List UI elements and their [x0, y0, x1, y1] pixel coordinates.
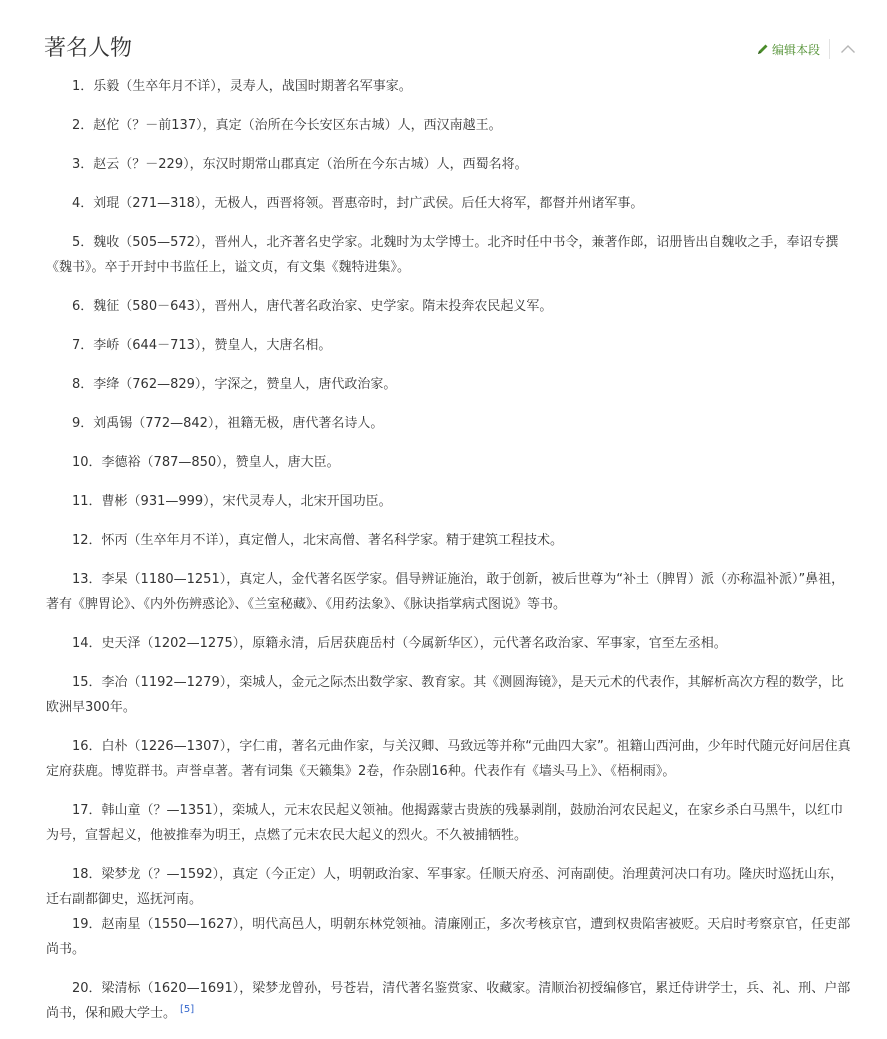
edit-section-button[interactable] — [757, 41, 820, 58]
edit-section-label: 编辑本段 — [771, 42, 820, 57]
section-tools — [757, 38, 856, 60]
person-entry-19: 19．赵南星（1550—1627），明代高邑人，明朝东林党领袖。清廉刚正，多次考核京官，遭到权贵陷害被贬。天启时考察京官，任吏部尚书。 — [46, 917, 851, 957]
person-entry-1: 1．乐毅（生卒年月不详），灵寿人，战国时期著名军事家。 — [72, 79, 412, 94]
tool-divider — [829, 39, 830, 59]
person-entry-15: 15．李冶（1192—1279），栾城人，金元之际杰出数学家、教育家。其《测圆海镜》，是天元术的代表作，其解析高次方程的数学，比欧洲早300年。 — [46, 675, 844, 715]
section-title: 著名人物 — [44, 36, 133, 61]
section-header — [44, 34, 856, 64]
person-entry-20-text: 20．梁清标（1620—1691），梁梦龙曾孙，号苍岩，清代著名鉴赏家、收藏家。清顺治初授编修官，累迁侍讲学士，兵、礼、刑、户部尚书，保和殿大学士。 — [46, 981, 851, 1021]
person-entry-4: 4．刘琨（271—318），无极人，西晋将领。晋惠帝时，封广武侯。后任大将军，都督并州诸军事。 — [72, 196, 644, 211]
person-entry-8: 8．李绛（762—829），字深之，赞皇人，唐代政治家。 — [72, 377, 397, 392]
person-entry-20 — [46, 976, 854, 1026]
person-entry-14: 14．史天泽（1202—1275），原籍永清，后居获鹿岳村（今属新华区），元代著名政治家、军事家，官至左丞相。 — [72, 636, 727, 651]
person-entry-12: 12．怀丙（生卒年月不详），真定僧人，北宋高僧、著名科学家。精于建筑工程技术。 — [72, 533, 564, 548]
person-entry-10: 10．李德裕（787—850），赞皇人，唐大臣。 — [72, 455, 340, 470]
person-entry-17: 17．韩山童（？—1351），栾城人，元末农民起义领袖。他揭露蒙古贵族的残暴剥削，鼓励治河农民起义，在家乡杀白马黑牛，以红巾为号，宣誓起义，他被推奉为明王，点燃了元末农民大起义的烈火。不久被捕牺牲。 — [46, 803, 844, 843]
person-entry-13: 13．李杲（1180—1251），真定人，金代著名医学家。倡导辨证施治，敢于创新，被后世尊为“补土（脾胃）派（亦称温补派）”鼻祖，著有《脾胃论》、《内外伤辨惑论》、《兰室秘藏》、《用药法象》、《脉诀指掌病式图说》等书。 — [46, 572, 845, 612]
person-entry-2: 2．赵佗（？－前137），真定（治所在今长安区东古城）人，西汉南越王。 — [72, 118, 502, 133]
person-entry-18: 18．梁梦龙（？—1592），真定（今正定）人，明朝政治家、军事家。任顺天府丞、河南副使。治理黄河决口有功。隆庆时巡抚山东，迁右副都御史，巡抚河南。 — [46, 867, 844, 907]
person-entry-7: 7．李峤（644－713），赞皇人，大唐名相。 — [72, 338, 332, 353]
person-entry-5: 5．魏收（505—572），晋州人，北齐著名史学家。北魏时为太学博士。北齐时任中书令，兼著作郎，诏册皆出自魏收之手，奉诏专撰《魏书》。卒于开封中书监任上，谥文贞，有文集《魏特进集》。 — [46, 235, 839, 275]
person-entry-6: 6．魏征（580－643），晋州人，唐代著名政治家、史学家。隋末投奔农民起义军。 — [72, 299, 553, 314]
section-content — [46, 74, 854, 1026]
pencil-icon — [757, 43, 769, 55]
person-entry-11: 11．曹彬（931—999），宋代灵寿人，北宋开国功臣。 — [72, 494, 392, 509]
chevron-up-icon[interactable] — [840, 44, 856, 54]
reference-link[interactable]: [5] — [180, 1003, 195, 1015]
person-entry-3: 3．赵云（？－229），东汉时期常山郡真定（治所在今东古城）人，西蜀名将。 — [72, 157, 528, 172]
person-entry-16: 16．白朴（1226—1307），字仁甫，著名元曲作家，与关汉卿、马致远等并称“元曲四大家”。祖籍山西河曲，少年时代随元好问居住真定府获鹿。博览群书。声誉卓著。著有词集《天籁集》2卷，作杂剧16种。代表作有《墙头马上》、《梧桐雨》。 — [46, 739, 851, 779]
person-entry-9: 9．刘禹锡（772—842），祖籍无极，唐代著名诗人。 — [72, 416, 384, 431]
